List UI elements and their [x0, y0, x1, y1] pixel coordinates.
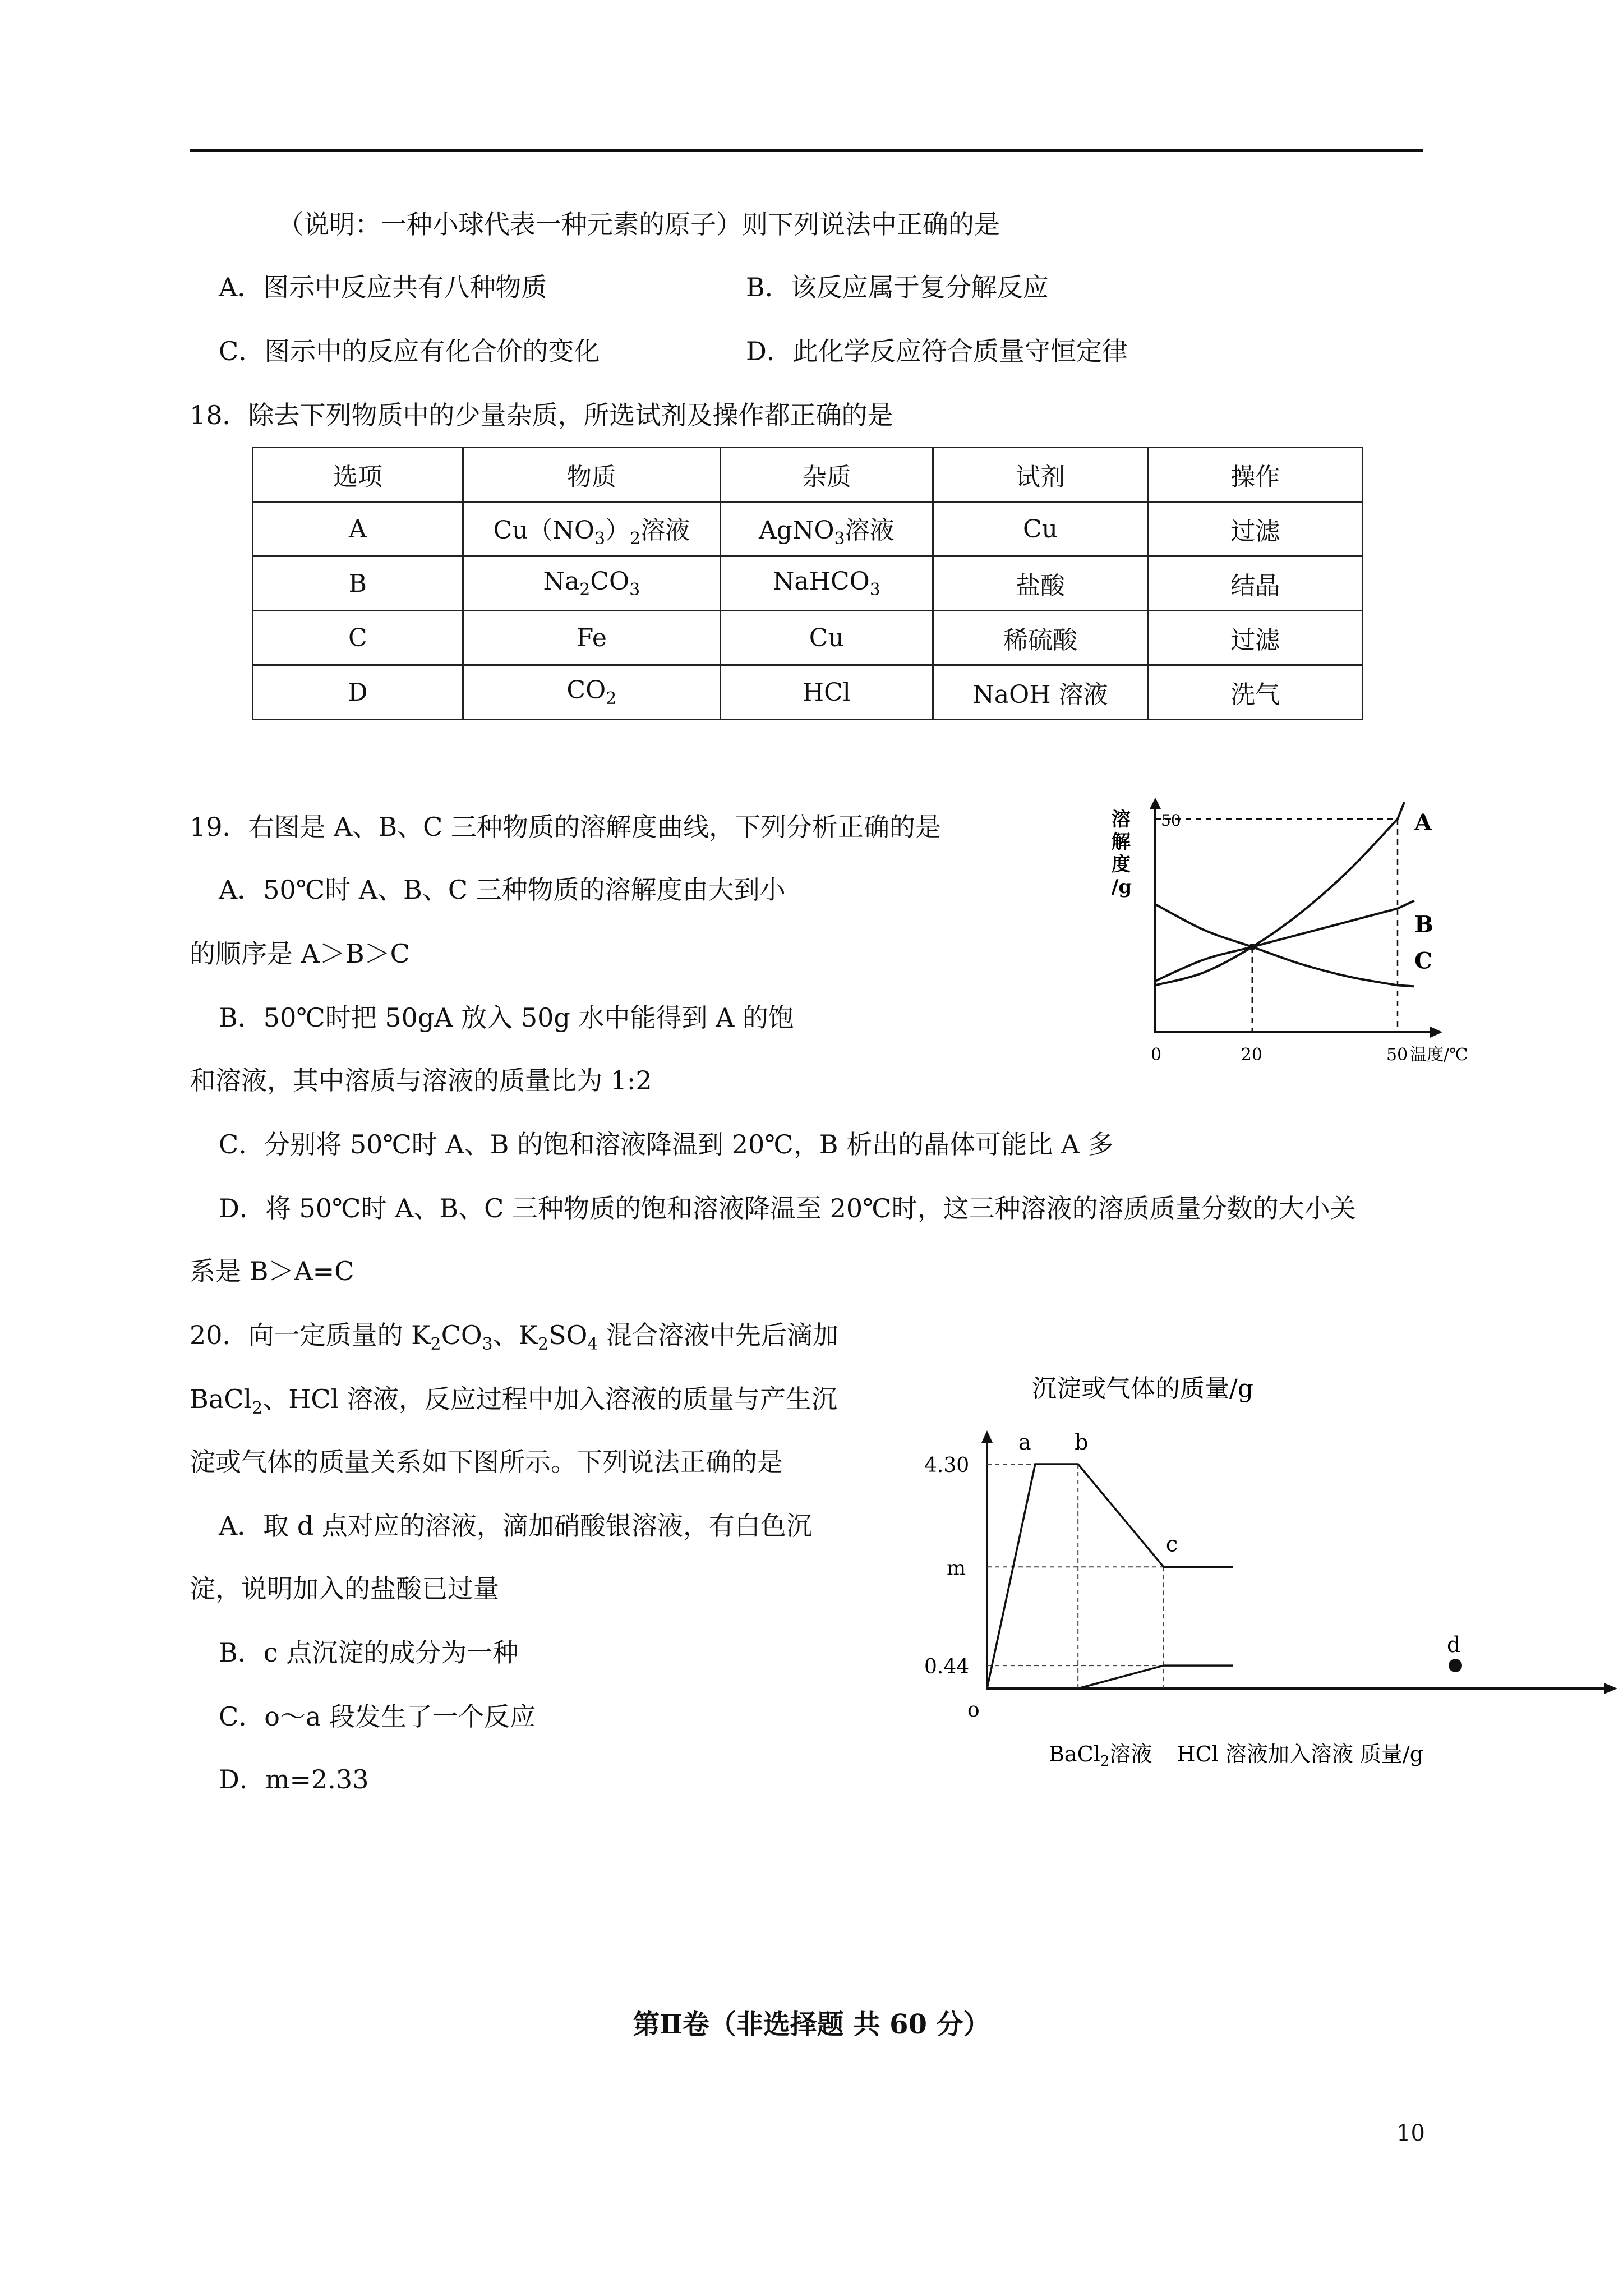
- table-header-row: [253, 448, 1363, 502]
- q20-option-b: B．c 点沉淀的成分为一种: [219, 1637, 519, 1668]
- precipitate-labels: [924, 1374, 1460, 1767]
- y-tick-label: 50: [1161, 811, 1181, 830]
- q19-option-a-line1: A．50℃时 A、B、C 三种物质的溶解度由大到小: [219, 875, 786, 905]
- table-row: [253, 665, 1363, 720]
- header-cell: 物质: [463, 448, 720, 502]
- point-label-c: c: [1165, 1531, 1178, 1557]
- precipitate-chart: [886, 1352, 1623, 1767]
- point-d-marker: [1449, 1659, 1462, 1672]
- operation-cell: 结晶: [1148, 556, 1363, 611]
- substance-cell: $Na_2CO_3$: [463, 556, 720, 611]
- q20-option-c: C．o～a 段发生了一个反应: [219, 1701, 536, 1732]
- q19-stem: 19．右图是 A、B、C 三种物质的溶解度曲线，下列分析正确的是: [190, 812, 941, 842]
- point-label-b: b: [1075, 1430, 1089, 1455]
- q19-option-c: C．分别将 50℃时 A、B 的饱和溶液降温到 20℃，B 析出的晶体可能比 A 多: [219, 1129, 1114, 1159]
- q20-option-d: D．m=2.33: [219, 1764, 369, 1795]
- intersection-point: [1249, 944, 1256, 950]
- q19-option-d-line2: 系是 B＞A=C: [190, 1256, 354, 1286]
- q20-stem-line1: 20．向一定质量的 $K_2CO_3$、$K_2SO_4$ 混合溶液中先后滴加: [190, 1320, 839, 1355]
- note-line: （说明：一种小球代表一种元素的原子）则下列说法中正确的是: [278, 209, 1000, 240]
- x-axis-label: 温度/℃: [1410, 1045, 1468, 1065]
- operation-cell: 过滤: [1148, 611, 1363, 665]
- series-label-b: B: [1414, 911, 1433, 938]
- solubility-chart: [1088, 785, 1481, 1111]
- table-row: [253, 502, 1363, 556]
- x-tick-label: 20: [1241, 1045, 1262, 1065]
- option-cell: D: [253, 665, 463, 720]
- operation-cell: 洗气: [1148, 665, 1363, 720]
- y-axis-label-char: 溶: [1112, 808, 1131, 831]
- point-label-a: a: [1018, 1430, 1031, 1455]
- y-tick-label: 0.44: [924, 1655, 970, 1679]
- series-label-c: C: [1414, 947, 1432, 974]
- header-cell: 试剂: [933, 448, 1148, 502]
- gas-line: [1078, 1665, 1233, 1688]
- curve-c: [1155, 904, 1414, 986]
- reagent-cell: NaOH 溶液: [933, 665, 1148, 720]
- q19-option-a-line2: 的顺序是 A＞B＞C: [190, 938, 410, 969]
- q18-table: [252, 447, 1363, 720]
- option-cell: A: [253, 502, 463, 556]
- solubility-curves: [1155, 802, 1414, 986]
- header-cell: 杂质: [721, 448, 933, 502]
- q20-option-a-line1: A．取 d 点对应的溶液，滴加硝酸银溶液，有白色沉: [219, 1511, 812, 1541]
- x-axis-arrow: [1430, 1027, 1442, 1038]
- x-tick-label: 50: [1386, 1045, 1408, 1065]
- q19-option-b-line2: 和溶液，其中溶质与溶液的质量比为 1:2: [190, 1065, 652, 1096]
- curve-b: [1155, 901, 1414, 981]
- y-tick-label: 4.30: [924, 1454, 970, 1477]
- impurity-cell: NaHCO$_3$: [721, 556, 933, 611]
- q18-stem: 18．除去下列物质中的少量杂质，所选试剂及操作都正确的是: [190, 400, 893, 430]
- impurity-cell: AgNO$_3$溶液: [721, 502, 933, 556]
- option-cell: C: [253, 611, 463, 665]
- operation-cell: 过滤: [1148, 502, 1363, 556]
- precipitate-line: [987, 1464, 1233, 1688]
- q19-option-b-line1: B．50℃时把 50gA 放入 50g 水中能得到 A 的饱: [219, 1002, 794, 1033]
- y-axis-arrow: [1150, 798, 1161, 809]
- substance-cell: $Cu(NO_3)_2$溶液: [463, 502, 720, 556]
- precipitate-axes: [981, 1430, 1617, 1694]
- q17-option-c: C．图示中的反应有化合价的变化: [219, 336, 600, 366]
- q20-option-a-line2: 淀，说明加入的盐酸已过量: [190, 1573, 499, 1604]
- impurity-cell: Cu: [721, 611, 933, 665]
- y-axis-arrow: [981, 1430, 993, 1443]
- y-axis-label-char: 度: [1112, 853, 1131, 876]
- x-tick-label: 0: [1151, 1045, 1162, 1065]
- table-row: [253, 611, 1363, 665]
- page-number: 10: [1396, 2120, 1425, 2146]
- q20-stem-line3: 淀或气体的质量关系如下图所示。下列说法正确的是: [190, 1447, 783, 1477]
- substance-cell: Fe: [463, 611, 720, 665]
- origin-label: o: [967, 1699, 980, 1722]
- header-cell: 选项: [253, 448, 463, 502]
- point-label-d: d: [1447, 1632, 1461, 1658]
- table-row: [253, 556, 1363, 611]
- option-cell: B: [253, 556, 463, 611]
- x-axis-arrow: [1604, 1683, 1617, 1694]
- impurity-cell: HCl: [721, 665, 933, 720]
- section-title: 第Ⅱ卷（非选择题 共 60 分）: [633, 2009, 990, 2040]
- y-axis-label-char: /g: [1112, 876, 1132, 898]
- y-axis-label: 沉淀或气体的质量/g: [1032, 1374, 1253, 1403]
- header-rule: [190, 149, 1423, 152]
- substance-cell: $CO_2$: [463, 665, 720, 720]
- q17-option-d: D．此化学反应符合质量守恒定律: [746, 336, 1128, 366]
- series-label-a: A: [1414, 809, 1432, 836]
- q17-option-a: A．图示中反应共有八种物质: [219, 272, 547, 302]
- header-cell: 操作: [1148, 448, 1363, 502]
- reagent-cell: Cu: [933, 502, 1148, 556]
- reagent-cell: 稀硫酸: [933, 611, 1148, 665]
- q20-stem-line2: BaCl$_2$、HCl 溶液，反应过程中加入溶液的质量与产生沉: [190, 1384, 837, 1419]
- reagent-cell: 盐酸: [933, 556, 1148, 611]
- y-axis-label-char: 解: [1112, 831, 1131, 853]
- q17-option-b: B．该反应属于复分解反应: [746, 272, 1049, 302]
- x-axis-label: BaCl$_2$溶液 HCl 溶液加入溶液 质量/g: [1049, 1742, 1424, 1767]
- y-tick-label: m: [947, 1557, 966, 1580]
- precipitate-lines: [987, 1464, 1462, 1688]
- q19-option-d-line1: D．将 50℃时 A、B、C 三种物质的饱和溶液降温至 20℃时，这三种溶液的溶质质量分数的大小关: [219, 1193, 1356, 1223]
